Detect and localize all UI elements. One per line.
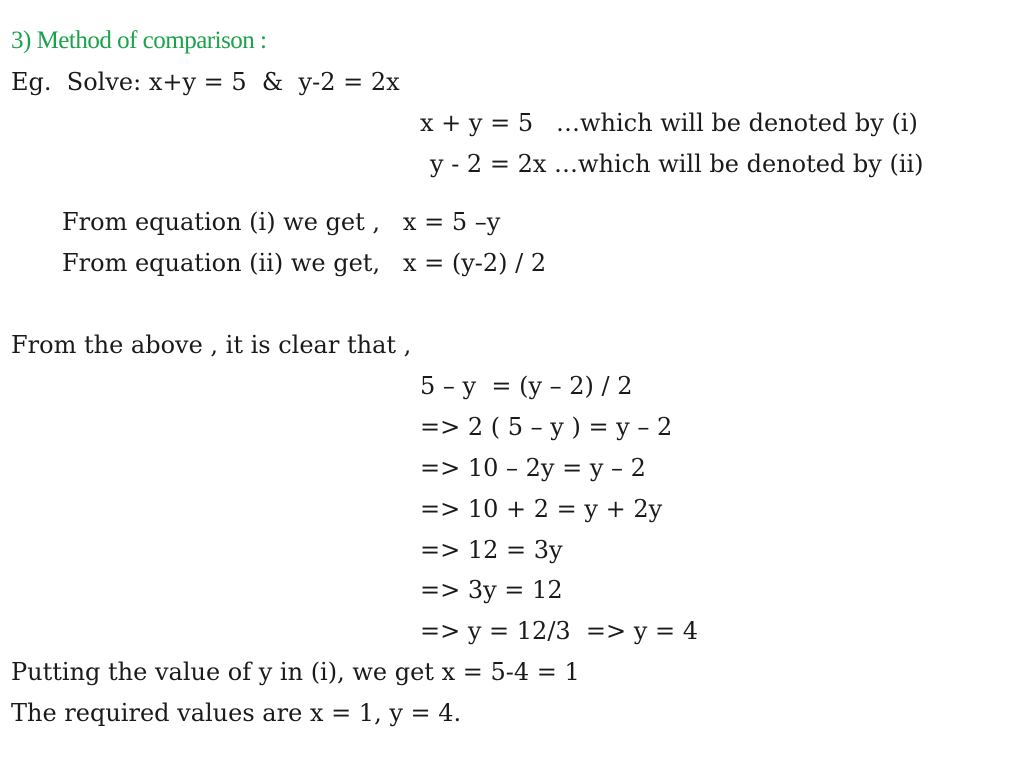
step-line: => 3y = 12 [420,576,563,604]
step-line: => 12 = 3y [420,536,563,564]
step-line: => 2 ( 5 – y ) = y – 2 [420,413,673,441]
equation-i: x + y = 5 …which will be denoted by (i) [420,109,918,137]
from-equation-i: From equation (i) we get , x = 5 –y [62,208,501,236]
from-equation-ii: From equation (ii) we get, x = (y-2) / 2 [62,249,547,277]
step-line: => 10 + 2 = y + 2y [420,495,663,523]
step-line: => 10 – 2y = y – 2 [420,454,646,482]
putting-value-text: Putting the value of y in (i), we get x = 5-4 = 1 [11,658,580,686]
step-line: => y = 12/3 => y = 4 [420,617,698,645]
conclusion-text: The required values are x = 1, y = 4. [11,699,462,727]
section-heading: 3) Method of comparison : [11,27,267,54]
clear-that-text: From the above , it is clear that , [11,331,412,359]
equation-ii: y - 2 = 2x …which will be denoted by (ii) [430,150,924,178]
step-line: 5 – y = (y – 2) / 2 [420,372,633,400]
example-statement: Eg. Solve: x+y = 5 & y-2 = 2x [11,68,400,96]
